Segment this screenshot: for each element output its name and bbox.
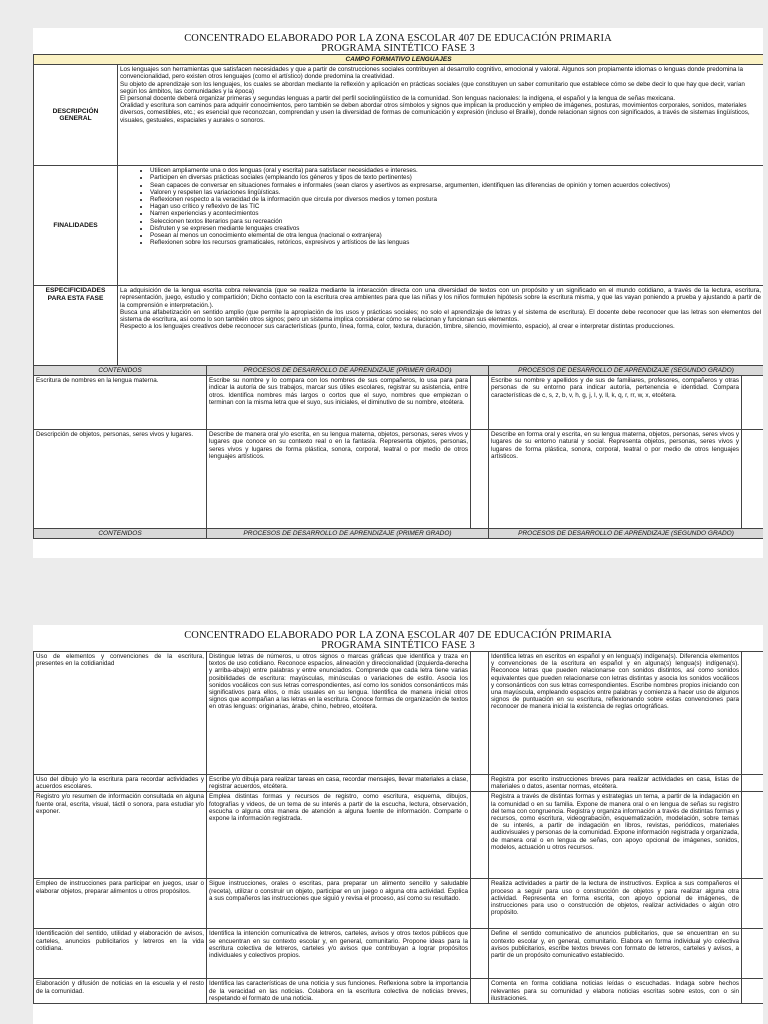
column-header-contenidos: CONTENIDOS	[34, 529, 207, 539]
column-header-primer-grado: PROCESOS DE DESARROLLO DE APRENDIZAJE (PRIMER GRADO)	[207, 366, 489, 376]
list-item: • Participen en diversas prácticas sociales (empleando los géneros y tipos de texto pertinentes)	[150, 174, 761, 181]
contenido-cell: Empleo de instrucciones para participar en juegos, usar o elaborar objetos, preparar alimentos u otros propósitos.	[34, 879, 207, 929]
document-page-2	[33, 625, 763, 1024]
table-row	[34, 979, 764, 1004]
column-header-primer-grado: PROCESOS DE DESARROLLO DE APRENDIZAJE (PRIMER GRADO)	[207, 529, 489, 539]
program-table	[33, 54, 763, 539]
segundo-grado-cell: Escribe su nombre y apellidos y de sus de familiares, profesores, compañeros y otras personas de su entorno para indicar autoría, pertenencia e identidad. Compara características de c, s, z, b, v, h, g, j, l, y, ll, k, q, r, rr, w, x, etcétera.	[489, 376, 742, 430]
primer-grado-cell: Escribe y/o dibuja para realizar tareas en casa, recordar mensajes, llevar materiales a clase, registrar acuerdos, etcétera.	[207, 775, 471, 792]
segundo-grado-cell: Describe en forma oral y escrita, en su lengua materna, objetos, personas, seres vivos y lugares de su entorno natural y social. Representa objetos, personas, seres vivos y lugares de forma plástica, sonora, corporal, teatral o por medio de otros lenguajes artísticos.	[489, 430, 742, 529]
column-header-segundo-grado: PROCESOS DE DESARROLLO DE APRENDIZAJE (SEGUNDO GRADO)	[489, 529, 764, 539]
list-item: • Sean capaces de conversar en situaciones formales e informales (sean claros y asertivos as expresarse, argumenten, identifiquen las diferencias de opinión y tomen acuerdos colectivos)	[150, 182, 761, 189]
column-header-contenidos: CONTENIDOS	[34, 366, 207, 376]
table-row	[34, 775, 764, 792]
primer-grado-cell: Identifica las características de una noticia y sus funciones. Reflexiona sobre la importancia de la veracidad en las noticias. Colabora en la escritura colectiva de noticias breves, respetando el formato de una noticia.	[207, 979, 471, 1004]
segundo-grado-cell: Comenta en forma cotidiana noticias leídas o escuchadas. Indaga sobre hechos relevantes para su comunidad y elabora noticias escritas sobre estos, con o sin ilustraciones.	[489, 979, 742, 1004]
table-row	[34, 376, 764, 430]
document-title: CONCENTRADO ELABORADO POR LA ZONA ESCOLAR 407 DE EDUCACIÓN PRIMARIA	[184, 33, 612, 44]
especificidades-text: La adquisición de la lengua escrita cobra relevancia (que se realiza mediante la interacción directa con una diversidad de textos con un propósito y un significado en el mundo cotidiano, a través de la lectura, escritura, representación, juego, estudio y compartición; Dicho contacto con la escritura crea ambientes para que las niñas y los niños formulen hipótesis sobre la escritura misma, y que las vayan poniendo a prueba y ajustando a partir de la comprensión e interpretación.). Busca una alfabetización en sentido amplio (que permite la apropiación de los usos y prácticas sociales; no solo el aprendizaje de letras y el sistema de escritura). El docente debe reconocer que las letras son elementos del sistema de escritura, así como lo son también otros signos; pero un sistema implica considerar cómo se relacionan y funcionan sus elementos. Respecto a los lenguajes creativos debe reconocer sus características (punto, línea, forma, color, textura, duración, timbre, silencio, movimiento, espacio), al crear e interpretar distintas producciones.	[118, 286, 764, 366]
list-item: • Valoren y respeten las variaciones lingüísticas.	[150, 189, 761, 196]
document-subtitle: PROGRAMA SINTÉTICO FASE 3	[321, 640, 475, 651]
list-item: • Narren experiencias y acontecimientos	[150, 210, 761, 217]
primer-grado-cell: Sigue instrucciones, orales o escritas, para preparar un alimento sencillo y saludable (receta), utilizar o construir un objeto, participar en un juego o alguna otra actividad. Explica a sus compañeros las instrucciones que siguió y revisa el proceso, así como su resultado.	[207, 879, 471, 929]
segundo-grado-cell: Realiza actividades a partir de la lectura de instructivos. Explica a sus compañeros el proceso a seguir para uso o construcción de objetos y para realizar alguna otra actividad. Representa en forma escrita, con apoyo opcional de imágenes, de instrucciones para uso o construcción de objetos, realizar actividades o algún otro propósito.	[489, 879, 742, 929]
primer-grado-cell: Distingue letras de números, u otros signos o marcas gráficas que identifica y traza en textos de uso cotidiano. Reconoce espacios, alineación y direccionalidad (izquierda-derecha y arriba-abajo) entre palabras y entre enunciados. Comprende que cada letra tiene varias posibilidades de escritura: mayúsculas, minúsculas o variaciones de estilo. Asocia los sonidos vocálicos con sus letras correspondientes, así como los sonidos consonánticos más significativos para ellos, o más usuales en su lengua. Identifica de manera inicial otros signos que acompañan a las letras en la escritura. Conoce formas de organización de textos en otras lenguas: originarias, árabe, chino, hebreo, etcétera.	[207, 652, 471, 775]
campo-formativo-header: CAMPO FORMATIVO LENGUAJES	[34, 55, 764, 65]
contenido-cell: Descripción de objetos, personas, seres vivos y lugares.	[34, 430, 207, 529]
document-page-1	[33, 28, 763, 558]
contenido-cell: Escritura de nombres en la lengua materna.	[34, 376, 207, 430]
program-table-continued	[33, 651, 763, 1004]
list-item: • Seleccionen textos literarios para su recreación	[150, 218, 761, 225]
finalidades-list	[118, 166, 764, 286]
contenido-cell: Elaboración y difusión de noticias en la escuela y el resto de la comunidad.	[34, 979, 207, 1004]
table-row	[34, 652, 764, 775]
segundo-grado-cell: Identifica letras en escritos en español y en lengua(s) indígena(s). Diferencia elementos y convenciones de la escritura en español y en alguna(s) lengua(s) indígena(s). Reconoce letras que pueden relacionarse con sonidos distintos, así como sonidos equivalentes que pueden relacionarse con letras distintas y asocia los sonidos vocálicos y consonánticos con sus letras correspondientes. Escribe nombres propios iniciando con una mayúscula, empleando espacios entre palabras y comienza a hacer uso de algunos signos de puntuación en su escritura, reflexionando sobre estas convenciones para reconocer de manera inicial la existencia de reglas ortográficas.	[489, 652, 742, 775]
contenido-cell: Uso del dibujo y/o la escritura para recordar actividades y acuerdos escolares.	[34, 775, 207, 792]
contenido-cell: Identificación del sentido, utilidad y elaboración de avisos, carteles, anuncios publicitarios y letreros en la vida cotidiana.	[34, 929, 207, 979]
column-header-segundo-grado: PROCESOS DE DESARROLLO DE APRENDIZAJE (SEGUNDO GRADO)	[489, 366, 764, 376]
contenido-cell: Uso de elementos y convenciones de la escritura, presentes en la cotidianidad	[34, 652, 207, 775]
list-item: • Posean al menos un conocimiento elemental de otra lengua (nacional o extranjera)	[150, 232, 761, 239]
descripcion-text: Los lenguajes son herramientas que satisfacen necesidades y que a partir de construcciones sociales contribuyen al desarrollo cognitivo, emocional y valoral. Algunos son propiamente idiomas o lenguas donde predomina la convencionalidad, pero existen otros lenguajes (como el artístico) donde predomina la creatividad. Su objeto de aprendizaje son los lenguajes, los cuales se abordan mediante la reflexión y aplicación en prácticas sociales (que constituyen un saber comunitario que establece cómo se debe decir lo que hay que decir, varían según los ámbitos, las comunidades y la época) El personal docente deberá organizar primeras y segundas lenguas a partir del perfil sociolingüístico de la comunidad. Son lenguas nacionales: la indígena, el español y la lengua de señas mexicana. Oralidad y escritura son caminos para adquirir conocimientos, pero también se deben abordar otros símbolos y signos que implican la producción y empleo de imágenes, posturas, movimientos corporales, sonidos, materiales diversos, comestibles, etc.; es esencial que reconozcan, comprendan y usen la diversidad de formas de comunicación y expresión (incluso el Braille), donde relacionan signos con significados, a través de sistemas lingüísticos, visuales, gestuales, espaciales y aurales o sonoros.	[118, 65, 764, 166]
especificidades-label: ESPECIFICIDADES PARA ESTA FASE	[34, 286, 118, 366]
finalidades-label: FINALIDADES	[34, 166, 118, 286]
primer-grado-cell: Describe de manera oral y/o escrita, en su lengua materna, objetos, personas, seres vivos y lugares que conoce en su contexto real o en la fantasía. Representa objetos, personas, seres vivos y lugares de forma plástica, sonora, corporal, teatral o por medio de otros lenguajes artísticos.	[207, 430, 471, 529]
table-row	[34, 792, 764, 879]
table-row	[34, 430, 764, 529]
table-row	[34, 879, 764, 929]
table-row	[34, 929, 764, 979]
document-title: CONCENTRADO ELABORADO POR LA ZONA ESCOLAR 407 DE EDUCACIÓN PRIMARIA	[184, 630, 612, 641]
segundo-grado-cell: Define el sentido comunicativo de anuncios publicitarios, que se encuentran en su contexto escolar y, en general, comunitario. Elabora en forma individual y/o colectiva avisos publicitarios, escribe textos breves con formato de letreros, carteles y avisos, a partir de un propósito comunicativo establecido.	[489, 929, 742, 979]
descripcion-label: DESCRIPCIÓN GENERAL	[34, 65, 118, 166]
list-item: • Utilicen ampliamente una o dos lenguas (oral y escrita) para satisfacer necesidades e intereses.	[150, 167, 761, 174]
document-subtitle: PROGRAMA SINTÉTICO FASE 3	[321, 43, 475, 54]
contenido-cell: Registro y/o resumen de información consultada en alguna fuente oral, escrita, visual, táctil o sonora, para estudiar y/o exponer.	[34, 792, 207, 879]
segundo-grado-cell: Registra por escrito instrucciones breves para realizar actividades en casa, listas de materiales o datos, asentar normas, etcétera.	[489, 775, 742, 792]
list-item: • Disfruten y se expresen mediante lenguajes creativos	[150, 225, 761, 232]
primer-grado-cell: Emplea distintas formas y recursos de registro, como escritura, esquema, dibujos, fotografías y videos, de un tema de su interés a partir de la escucha, lectura, observación, escucha o alguna otra manera de atención a alguna fuente de información. Comparte o expone la información registrada.	[207, 792, 471, 879]
list-item: • Reflexionen sobre los recursos gramaticales, retóricos, expresivos y artísticos de las lenguas	[150, 239, 761, 246]
primer-grado-cell: Escribe su nombre y lo compara con los nombres de sus compañeros, lo usa para para indicar la autoría de sus trabajos, marcar sus útiles escolares, registrar su asistencia, entre otros. Identifica nombres más largos o cortos que el suyo, nombres que empiezan o terminan con la misma letra que el suyo, sus iniciales, el diminutivo de su nombre, etcétera.	[207, 376, 471, 430]
list-item: • Reflexionen respecto a la veracidad de la información que circula por diversos medios y tomen postura	[150, 196, 761, 203]
list-item: • Hagan uso crítico y reflexivo de las TIC	[150, 203, 761, 210]
segundo-grado-cell: Registra a través de distintas formas y estrategias un tema, a partir de la indagación en la comunidad o en su familia. Expone de manera oral o en lengua de señas su registro del tema con congruencia. Registra y organiza información a través de distintas formas y recursos, como escritura, videograbación, esquematización, modelación, sobre temas de su interés, a partir de indagación en libros, revistas, periódicos, materiales audiovisuales y personas de la comunidad. Expone información registrada y organizada, de manera oral o en lengua de señas, con apoyo opcional de imágenes, sonidos, modelos, actuación u otros recursos.	[489, 792, 742, 879]
primer-grado-cell: Identifica la intención comunicativa de letreros, carteles, avisos y otros textos públicos que se encuentran en su contexto escolar y, en general, comunitario. Propone ideas para la escritura colectiva de letreros, carteles y/o avisos que contribuyan a lograr propósitos individuales y colectivos propios.	[207, 929, 471, 979]
